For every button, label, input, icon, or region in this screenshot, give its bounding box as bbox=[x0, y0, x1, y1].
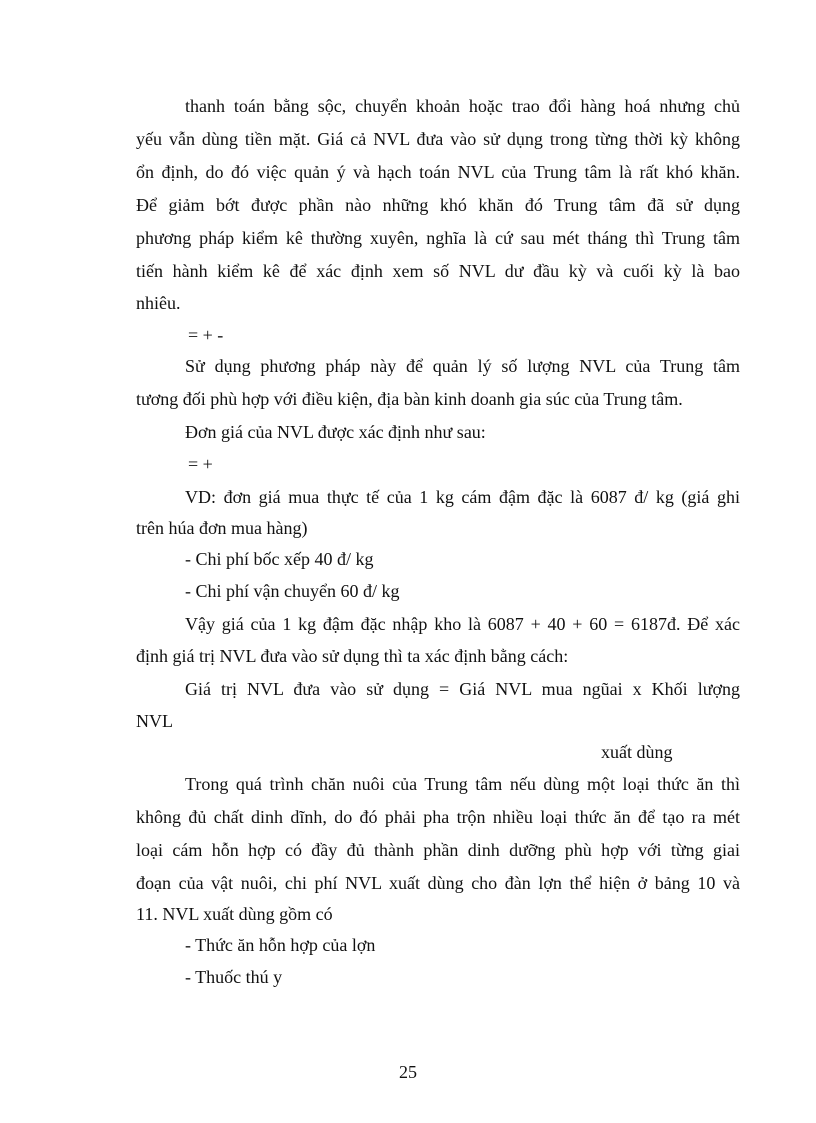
formula-line: = + - bbox=[188, 325, 224, 345]
text-line: phương pháp kiểm kê thường xuyên, nghĩa là cứ sau mét tháng thì Trung tâm bbox=[136, 228, 740, 248]
text-line: ổn định, do đó việc quản ý và hạch toán NVL của Trung tâm là rất khó khăn. bbox=[136, 162, 740, 182]
text-line: Để giảm bớt được phần nào những khó khăn đó Trung tâm đã sử dụng bbox=[136, 195, 740, 215]
text-line: tiến hành kiểm kê để xác định xem số NVL dư đầu kỳ và cuối kỳ là bao bbox=[136, 261, 740, 281]
text-line: Đơn giá của NVL được xác định như sau: bbox=[185, 422, 486, 442]
list-item: - Thức ăn hỗn hợp của lợn bbox=[185, 935, 376, 955]
text-line: loại cám hỗn hợp có đầy đủ thành phần dinh dưỡng phù hợp với từng giai bbox=[136, 840, 740, 860]
list-item: - Thuốc thú y bbox=[185, 967, 283, 987]
text-line: NVL bbox=[136, 711, 173, 731]
text-line: xuất dùng bbox=[601, 742, 673, 762]
text-line: Trong quá trình chăn nuôi của Trung tâm nếu dùng một loại thức ăn thì bbox=[185, 774, 740, 794]
formula-line: = + bbox=[188, 454, 213, 474]
text-line: trên húa đơn mua hàng) bbox=[136, 518, 308, 538]
page-number: 25 bbox=[399, 1062, 417, 1082]
text-line: nhiêu. bbox=[136, 293, 181, 313]
text-line: định giá trị NVL đưa vào sử dụng thì ta xác định bằng cách: bbox=[136, 646, 569, 666]
text-line: 11. NVL xuất dùng gồm có bbox=[136, 904, 333, 924]
text-line: thanh toán bằng sộc, chuyển khoản hoặc trao đổi hàng hoá nhưng chủ bbox=[185, 96, 740, 116]
list-item: - Chi phí bốc xếp 40 đ/ kg bbox=[185, 549, 374, 569]
text-line: VD: đơn giá mua thực tế của 1 kg cám đậm đặc là 6087 đ/ kg (giá ghi bbox=[185, 487, 740, 507]
text-line: Vậy giá của 1 kg đậm đặc nhập kho là 6087 + 40 + 60 = 6187đ. Để xác bbox=[185, 614, 740, 634]
text-line: Giá trị NVL đưa vào sử dụng = Giá NVL mua ngũai x Khối lượng bbox=[185, 679, 740, 699]
text-line: tương đối phù hợp với điều kiện, địa bàn kinh doanh gia súc của Trung tâm. bbox=[136, 389, 683, 409]
text-line: Sử dụng phương pháp này để quản lý số lượng NVL của Trung tâm bbox=[185, 356, 740, 376]
list-item: - Chi phí vận chuyển 60 đ/ kg bbox=[185, 581, 400, 601]
text-line: không đủ chất dinh dĩnh, do đó phải pha trộn nhiều loại thức ăn để tạo ra mét bbox=[136, 807, 740, 827]
text-line: yếu vẫn dùng tiền mặt. Giá cả NVL đưa vào sử dụng trong từng thời kỳ không bbox=[136, 129, 740, 149]
text-line: đoạn của vật nuôi, chi phí NVL xuất dùng cho đàn lợn thể hiện ở bảng 10 và bbox=[136, 873, 740, 893]
